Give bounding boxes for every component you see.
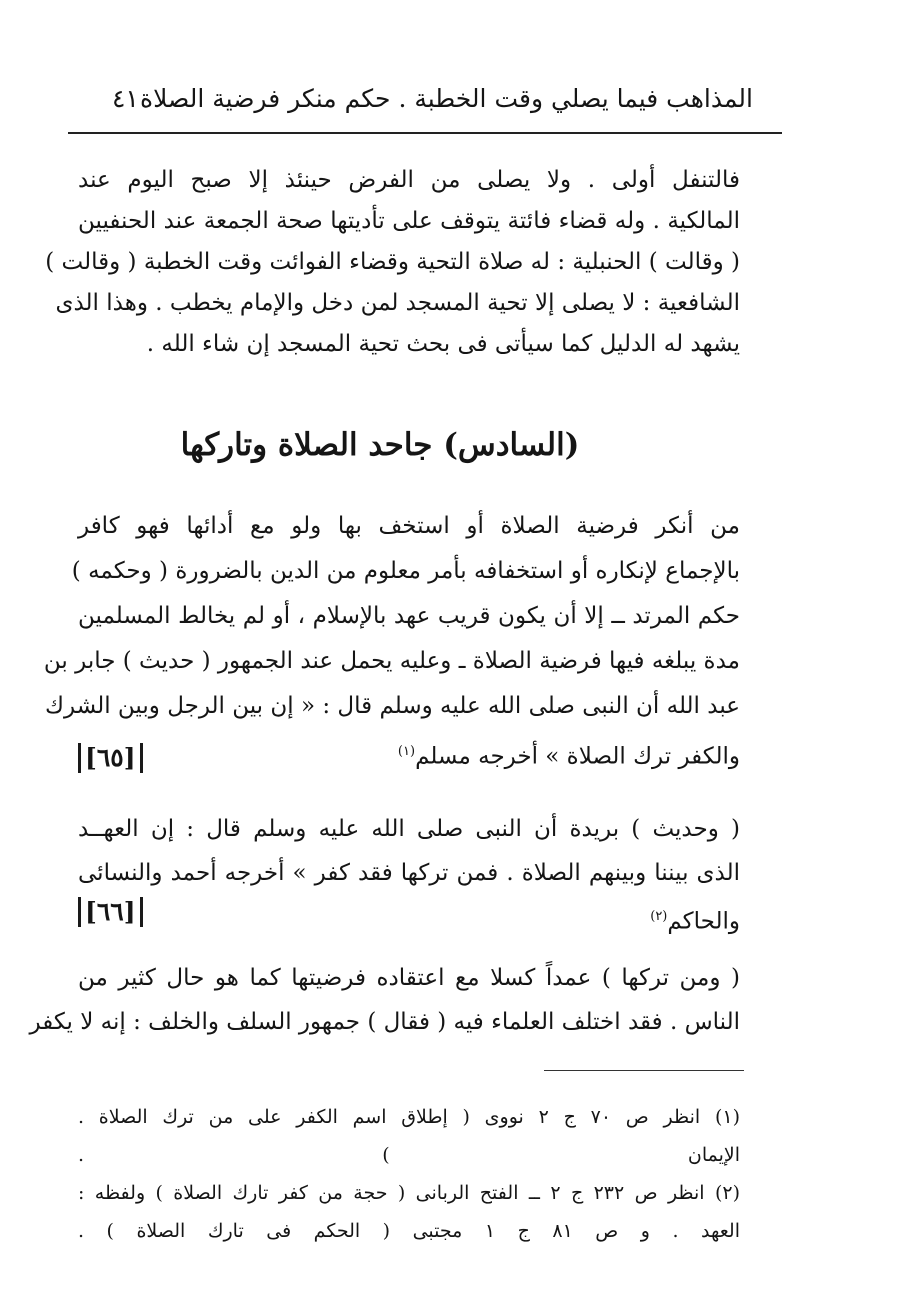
text-line: بالإجماع لإنكاره أو استخفافه بأمر معلوم من الدين بالضرورة ( وحكمه ): [71, 558, 740, 584]
text-line: حكم المرتد ــ إلا أن يكون قريب عهد بالإسلام ، أو لم يخالط المسلمين: [78, 603, 740, 629]
text-line: ( وحديث ) بريدة أن النبى صلى الله عليه وسلم قال : إن العهــد: [78, 816, 740, 842]
running-title: المذاهب فيما يصلي وقت الخطبة . حكم منكر فرضية الصلاة: [140, 84, 753, 113]
hadith-number: [٦٦]: [78, 897, 143, 927]
text-line: [78, 895, 740, 944]
text-line: ( ومن تركها ) عمداً كسلا مع اعتقاده فرضيتها كما هو حال كثير من: [78, 965, 740, 991]
section-heading: (السادس) جاحد الصلاة وتاركها: [180, 427, 580, 463]
header-divider: [68, 132, 782, 134]
paragraph-friday-prayer-schools: [45, 160, 740, 365]
text-line: من أنكر فرضية الصلاة أو استخف بها ولو مع أدائها فهو كافر: [78, 513, 740, 539]
text-line-content: والحاكم: [667, 908, 740, 935]
text-line: الشافعية : لا يصلى إلا تحية المسجد لمن دخل والإمام يخطب . وهذا الذى: [55, 290, 740, 316]
footnote-line: الإيمان ) .: [78, 1144, 740, 1166]
footnotes: [78, 1098, 740, 1250]
text-line: ( وقالت ) الحنبلية : له صلاة التحية وقضاء الفوائت وقت الخطبة ( وقالت ): [45, 249, 740, 275]
paragraph-buraydah-hadith: [78, 807, 740, 944]
footnote-line: (١) انظر ص ٧٠ ج ٢ نووى ( إطلاق اسم الكفر على من ترك الصلاة .: [78, 1106, 741, 1128]
footnote-1: [78, 1098, 740, 1174]
paragraph-leaving-prayer: [29, 956, 740, 1044]
text-line: عبد الله أن النبى صلى الله عليه وسلم قال : « إن بين الرجل وبين الشرك: [45, 693, 740, 719]
text-line: الناس . فقد اختلف العلماء فيه ( فقال ) جمهور السلف والخلف : إنه لا يكفر: [29, 1009, 740, 1035]
text-line: فالتنفل أولى . ولا يصلى من الفرض حينئذ إلا صبح اليوم عند: [78, 167, 740, 193]
text-line: يشهد له الدليل كما سيأتى فى بحث تحية المسجد إن شاء الله .: [146, 331, 740, 357]
running-header: [140, 80, 753, 124]
paragraph-denier-of-prayer: [43, 504, 740, 780]
text-line: الذى بيننا وبينهم الصلاة . فمن تركها فقد كفر » أخرجه أحمد والنسائى: [78, 860, 740, 886]
page-number: ٤١: [112, 84, 139, 113]
footnote-2: [78, 1174, 740, 1250]
text-line: [78, 729, 740, 780]
footnote-divider: [544, 1070, 744, 1071]
footnote-reference[interactable]: (٢): [650, 909, 668, 924]
text-line: مدة يبلغه فيها فرضية الصلاة ـ وعليه يحمل عند الجمهور ( حديث ) جابر بن: [43, 648, 740, 674]
footnote-reference[interactable]: (١): [397, 744, 416, 759]
hadith-number: [٦٥]: [78, 743, 143, 773]
text-line: المالكية . وله قضاء فائتة يتوقف على تأديتها صحة الجمعة عند الحنفيين: [78, 208, 740, 234]
footnote-line: العهد . و ص ٨١ ج ١ مجتبى ( الحكم فى تارك الصلاة ) .: [78, 1220, 740, 1242]
text-line-content: والكفر ترك الصلاة » أخرجه مسلم: [415, 743, 740, 770]
footnote-line: (٢) انظر ص ٢٣٢ ج ٢ ــ الفتح الربانى ( حجة من كفر تارك الصلاة ) ولفظه :: [78, 1182, 741, 1204]
